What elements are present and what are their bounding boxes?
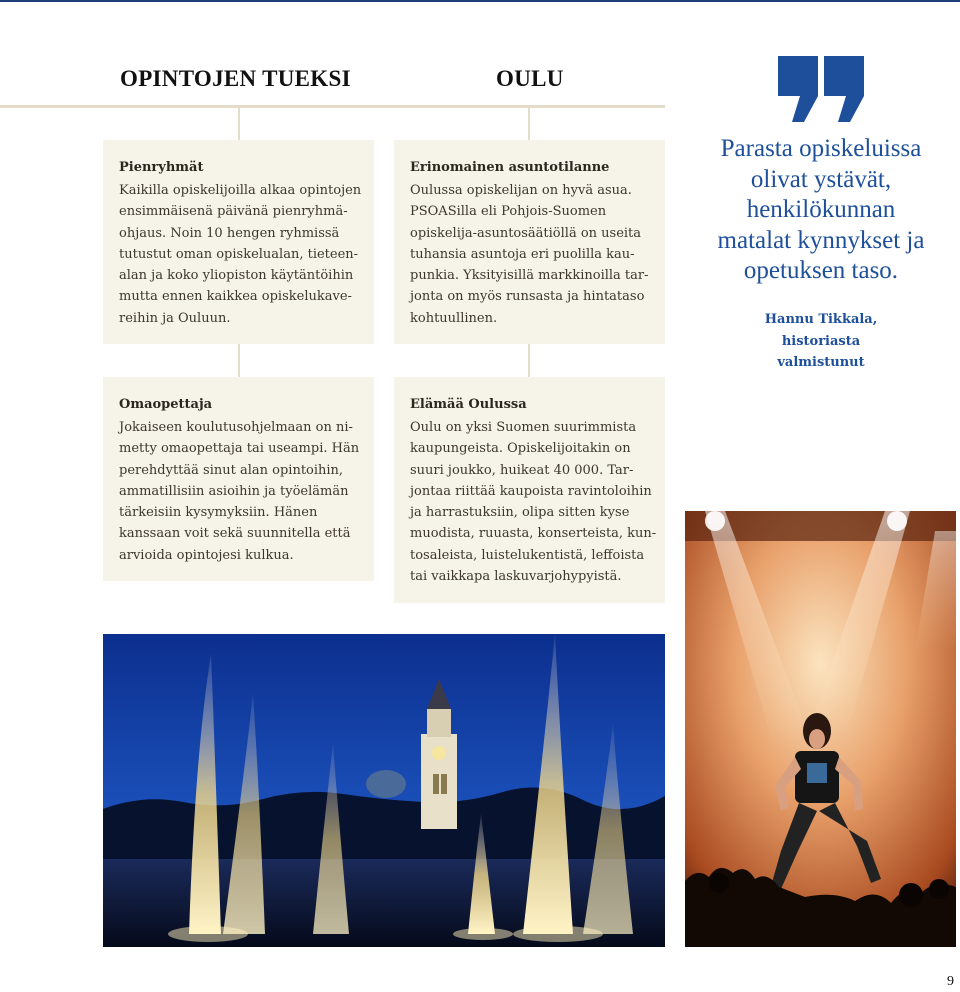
box-title: Elämää Oulussa [410, 397, 527, 412]
top-border-line [0, 0, 960, 2]
box-text-line: tosaleista, luistelukentistä, leffoista [410, 547, 645, 563]
box-text-line: Oulu on yksi Suomen suurimmista [410, 420, 637, 435]
box-text-line: tai vaikkapa laskuvarjohypyistä. [410, 569, 622, 585]
info-box-omaopettaja [103, 377, 374, 581]
page-number: 9 [947, 974, 954, 989]
info-box-asuntotilanne [394, 140, 665, 344]
info-box-pienryhmat [103, 140, 374, 344]
oulu-fountain-photo [103, 634, 665, 947]
section-title-left: OPINTOJEN TUEKSI [120, 66, 351, 91]
box-text-line: arvioida opintojesi kulkua. [119, 547, 294, 563]
box-text-line: jontaa riittää kaupoista ravintoloihin [410, 483, 652, 499]
box-title: Omaopettaja [119, 397, 213, 412]
pull-quote [696, 134, 946, 287]
box-text-line: alan ja koko yliopiston käytäntöihin [119, 268, 354, 284]
quote-author [750, 309, 892, 374]
section-title-right: OULU [496, 66, 564, 91]
box-text-line: muodista, ruuasta, konserteista, kun- [410, 526, 657, 542]
box-text-line: tuhansia asuntoja eri puolilla kau- [410, 246, 635, 262]
info-box-elamaa-oulussa [394, 377, 665, 603]
connector-line [238, 344, 240, 377]
author-line: valmistunut [777, 355, 865, 370]
box-text-line: PSOASilla eli Pohjois-Suomen [410, 204, 607, 220]
box-text-line: suuri joukko, huikeat 40 000. Tar- [410, 462, 634, 478]
quote-line: olivat ystävät, [750, 165, 892, 193]
concert-photo [685, 511, 956, 947]
box-text-line: punkia. Yksityisillä markkinoilla tar- [410, 268, 649, 284]
box-text-line: ensimmäisenä päivänä pienryhmä- [119, 204, 348, 220]
box-text-line: kanssaan voit sekä suunnitella että [119, 526, 351, 542]
box-text-line: Oulussa opiskelijan on hyvä asua. [410, 183, 632, 198]
box-text-line: tärkeisiin kysymyksiin. Hänen [119, 505, 318, 521]
box-text-line: opiskelija-asuntosäätiöllä on useita [410, 225, 642, 241]
box-text-line: ohjaus. Noin 10 hengen ryhmissä [119, 225, 340, 241]
box-title: Pienryhmät [119, 160, 204, 175]
box-text-line: jonta on myös runsasta ja hintataso [410, 289, 645, 305]
box-title: Erinomainen asuntotilanne [410, 160, 610, 175]
box-text-line: kaupungeista. Opiskelijoitakin on [410, 441, 631, 457]
connector-line [528, 108, 530, 140]
connector-line [528, 344, 530, 377]
quote-line: Parasta opiskeluissa [720, 135, 922, 162]
quote-line: opetuksen taso. [743, 257, 899, 284]
box-text-line: reihin ja Ouluun. [119, 310, 231, 326]
box-text-line: mutta ennen kaikkea opiskelukave- [119, 289, 352, 305]
quote-line: matalat kynnykset ja [717, 226, 925, 254]
header-rule [0, 105, 665, 108]
author-line: historiasta [781, 333, 861, 349]
quote-marks-icon [778, 56, 866, 126]
quote-line: henkilökunnan [746, 196, 896, 223]
connector-line [238, 108, 240, 140]
box-text-line: ja harrastuksiin, olipa sitten kyse [410, 505, 630, 521]
box-text-line: Jokaiseen koulutusohjelmaan on ni- [119, 420, 353, 435]
box-text-line: metty omaopettaja tai useampi. Hän [119, 441, 360, 457]
box-text-line: tutustut oman opiskelualan, tieteen- [119, 246, 359, 262]
box-text-line: ammatillisiin asioihin ja työelämän [119, 483, 349, 499]
box-text-line: kohtuullinen. [410, 310, 498, 326]
author-line: Hannu Tikkala, [764, 312, 878, 327]
box-text-line: Kaikilla opiskelijoilla alkaa opintojen [119, 183, 362, 198]
box-text-line: perehdyttää sinut alan opintoihin, [119, 462, 344, 478]
